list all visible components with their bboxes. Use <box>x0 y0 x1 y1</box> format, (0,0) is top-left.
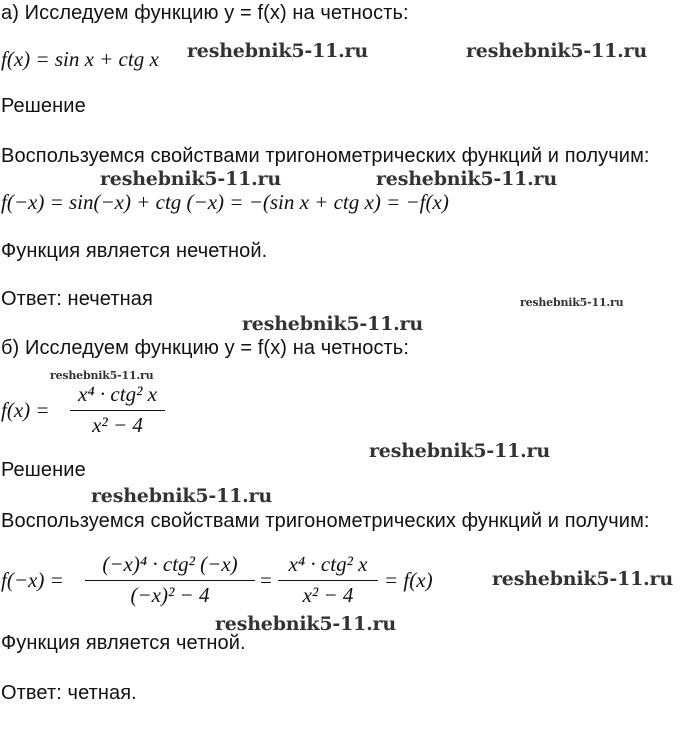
part-b-derivation-rhs: = f(x) <box>384 568 433 592</box>
fraction-bar <box>70 410 165 411</box>
part-a-method-text: Воспользуемся свойствами тригонометрических функций и получим: <box>1 145 650 167</box>
fraction-denominator: x² − 4 <box>302 583 354 607</box>
fraction-numerator: x⁴ · ctg² x <box>78 382 157 406</box>
part-b-answer: Ответ: четная. <box>1 682 137 704</box>
watermark: reshebnik5-11.ru <box>376 168 557 190</box>
watermark: reshebnik5-11.ru <box>100 168 281 190</box>
fraction-denominator: x² − 4 <box>92 413 143 437</box>
watermark: reshebnik5-11.ru <box>242 313 423 335</box>
watermark: reshebnik5-11.ru <box>466 40 647 62</box>
part-a-derivation: f(−x) = sin(−x) + ctg (−x) = −(sin x + ctg x) = −f(x) <box>1 190 449 214</box>
part-b-method-text: Воспользуемся свойствами тригонометрических функций и получим: <box>1 510 650 532</box>
part-a-function: f(x) = sin x + ctg x <box>1 47 159 71</box>
watermark: reshebnik5-11.ru <box>50 369 154 382</box>
part-a-conclusion: Функция является нечетной. <box>1 240 268 262</box>
part-b-derivation-fraction-1 <box>85 552 255 612</box>
fraction-numerator: x⁴ · ctg² x <box>288 552 368 576</box>
watermark: reshebnik5-11.ru <box>520 296 624 309</box>
fraction-denominator: (−x)² − 4 <box>130 583 210 607</box>
part-b-derivation-fraction-2 <box>278 552 378 612</box>
part-b-solution-label: Решение <box>1 459 86 481</box>
part-b-heading: б) Исследуем функцию y = f(x) на четность: <box>1 337 409 359</box>
fraction-numerator: (−x)⁴ · ctg² (−x) <box>102 552 238 576</box>
part-b-derivation-lhs: f(−x) = <box>1 568 64 592</box>
watermark: reshebnik5-11.ru <box>91 485 272 507</box>
part-b-function-lhs: f(x) = <box>1 398 50 422</box>
watermark: reshebnik5-11.ru <box>492 568 673 590</box>
part-b-function-fraction <box>70 382 165 442</box>
watermark: reshebnik5-11.ru <box>215 613 396 635</box>
watermark: reshebnik5-11.ru <box>187 40 368 62</box>
part-b-equals-sign: = <box>260 568 272 592</box>
part-a-answer: Ответ: нечетная <box>1 288 153 310</box>
part-a-solution-label: Решение <box>1 95 86 117</box>
fraction-bar <box>85 580 255 581</box>
part-a-heading: а) Исследуем функцию y = f(x) на четность: <box>1 2 409 24</box>
watermark: reshebnik5-11.ru <box>369 440 550 462</box>
fraction-bar <box>278 580 378 581</box>
part-b-conclusion: Функция является четной. <box>1 632 246 654</box>
